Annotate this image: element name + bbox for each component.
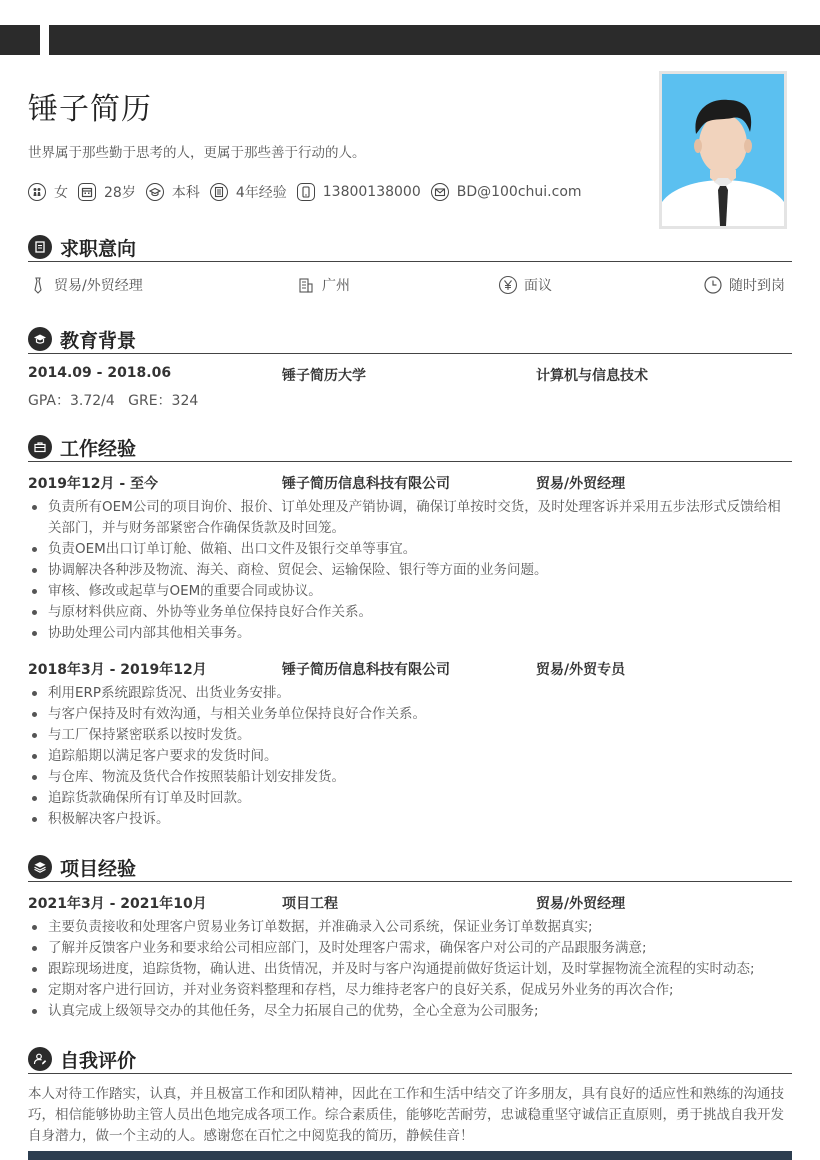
gender-icon xyxy=(28,183,46,201)
graduation-icon xyxy=(146,183,164,201)
section-project-header xyxy=(28,855,792,882)
list-item: 与仓库、物流及货代合作按照装船计划安排发货。 xyxy=(28,767,792,788)
info-gender xyxy=(28,182,68,202)
header-bar-left xyxy=(0,25,40,55)
briefcase-icon xyxy=(28,435,52,459)
mail-icon xyxy=(431,183,449,201)
work-2-title: 贸易/外贸专员 xyxy=(536,662,626,678)
list-item: 与客户保持及时有效沟通，与相关业务单位保持良好合作关系。 xyxy=(28,704,792,725)
work-1-period: 2019年12月 - 至今 xyxy=(28,476,159,492)
list-item: 与原材料供应商、外协等业务单位保持良好合作关系。 xyxy=(28,602,792,623)
work-row-1 xyxy=(28,473,792,493)
info-degree-text: 本科 xyxy=(171,185,200,201)
header-bar-right xyxy=(49,25,820,55)
list-item: 跟踪现场进度，追踪货物，确认进、出货情况，并及时与客户沟通提前做好货运计划，及时掌握物流全流程的实时动态; xyxy=(28,959,792,980)
resume-motto: 世界属于那些勤于思考的人，更属于那些善于行动的人。 xyxy=(28,145,366,161)
graduation-cap-icon xyxy=(28,327,52,351)
list-item: 负责所有OEM公司的项目询价、报价、订单处理及产销协调，确保订单按时交货，及时处理客诉并采用五步法形式反馈给相关部门，并与财务部紧密合作确保货款及时回笼。 xyxy=(28,497,792,539)
intent-city xyxy=(296,275,350,295)
resume-name: 锤子简历 xyxy=(28,92,152,127)
info-phone-text: 13800138000 xyxy=(322,184,421,200)
info-experience xyxy=(210,182,287,202)
list-item: 与工厂保持紧密联系以按时发货。 xyxy=(28,725,792,746)
work-2-duties xyxy=(28,683,792,830)
clock-icon xyxy=(703,275,723,295)
section-self-header xyxy=(28,1047,792,1074)
section-work-title: 工作经验 xyxy=(60,438,137,460)
section-work-header xyxy=(28,435,792,462)
education-row xyxy=(28,365,792,385)
intent-salary-text: 面议 xyxy=(524,278,552,294)
list-item: 积极解决客户投诉。 xyxy=(28,809,792,830)
project-duties xyxy=(28,917,792,1022)
calendar-icon xyxy=(78,183,96,201)
info-gender-text: 女 xyxy=(54,185,68,201)
section-intent-header xyxy=(28,235,792,262)
project-period: 2021年3月 - 2021年10月 xyxy=(28,896,207,912)
info-age xyxy=(78,182,136,202)
basic-info-row xyxy=(28,181,592,203)
phone-icon xyxy=(297,183,315,201)
education-period: 2014.09 - 2018.06 xyxy=(28,365,172,381)
intent-availability-text: 随时到岗 xyxy=(729,278,785,294)
project-row xyxy=(28,893,792,913)
document-icon xyxy=(210,183,228,201)
work-2-period: 2018年3月 - 2019年12月 xyxy=(28,662,207,678)
section-intent-title: 求职意向 xyxy=(60,238,137,260)
list-item: 协调解决各种涉及物流、海关、商检、贸促会、运输保险、银行等方面的业务问题。 xyxy=(28,560,792,581)
layers-icon xyxy=(28,855,52,879)
work-row-2 xyxy=(28,659,792,679)
intent-availability xyxy=(703,275,785,295)
clipboard-icon xyxy=(28,235,52,259)
project-name: 项目工程 xyxy=(282,896,338,912)
list-item: 协助处理公司内部其他相关事务。 xyxy=(28,623,792,644)
info-email xyxy=(431,183,582,201)
user-edit-icon xyxy=(28,1047,52,1071)
education-school: 锤子简历大学 xyxy=(282,368,366,384)
section-education-header xyxy=(28,327,792,354)
list-item: 主要负责接收和处理客户贸易业务订单数据，并准确录入公司系统，保证业务订单数据真实; xyxy=(28,917,792,938)
intent-position-text: 贸易/外贸经理 xyxy=(54,278,143,294)
education-major: 计算机与信息技术 xyxy=(536,368,648,384)
intent-city-text: 广州 xyxy=(322,278,350,294)
list-item: 认真完成上级领导交办的其他任务，尽全力拓展自己的优势，全心全意为公司服务; xyxy=(28,1001,792,1022)
yen-icon xyxy=(498,275,518,295)
tie-icon xyxy=(28,275,48,295)
work-1-company: 锤子简历信息科技有限公司 xyxy=(282,476,450,492)
info-phone xyxy=(297,183,421,201)
list-item: 审核、修改或起草与OEM的重要合同或协议。 xyxy=(28,581,792,602)
intent-position xyxy=(28,275,143,295)
list-item: 追踪船期以满足客户要求的发货时间。 xyxy=(28,746,792,767)
work-1-duties xyxy=(28,497,792,644)
self-evaluation-text: 本人对待工作踏实，认真，并且极富工作和团队精神，因此在工作和生活中结交了许多朋友，具有良好的适应性和熟练的沟通技巧，相信能够协助主管人员出色地完成各项工作。综合素质佳，能够吃苦耐劳，忠诚稳重坚守诚信正直原则，勇于挑战自我开发自身潜力，做一个主动的人。感谢您在百忙之中阅览我的简历，静候佳音！ xyxy=(28,1086,784,1144)
list-item: 定期对客户进行回访，并对业务资料整理和存档，尽力维持老客户的良好关系，促成另外业务的再次合作; xyxy=(28,980,792,1001)
list-item: 负责OEM出口订单订舱、做箱、出口文件及银行交单等事宜。 xyxy=(28,539,792,560)
info-email-text: BD@100chui.com xyxy=(456,184,582,200)
work-1-title: 贸易/外贸经理 xyxy=(536,476,626,492)
intent-salary xyxy=(498,275,552,295)
list-item: 追踪货款确保所有订单及时回款。 xyxy=(28,788,792,809)
info-degree xyxy=(146,182,200,202)
section-project-title: 项目经验 xyxy=(60,858,137,880)
footer-bar xyxy=(28,1151,792,1160)
intent-row xyxy=(28,275,792,297)
section-education-title: 教育背景 xyxy=(60,330,137,352)
education-scores: GPA：3.72/4 GRE：324 xyxy=(28,393,199,409)
info-experience-text: 4年经验 xyxy=(235,185,287,201)
list-item: 了解并反馈客户业务和要求给公司相应部门，及时处理客户需求，确保客户对公司的产品跟服务满意; xyxy=(28,938,792,959)
building-icon xyxy=(296,275,316,295)
project-role: 贸易/外贸经理 xyxy=(536,896,626,912)
list-item: 利用ERP系统跟踪货况、出货业务安排。 xyxy=(28,683,792,704)
profile-photo xyxy=(659,71,787,229)
section-self-title: 自我评价 xyxy=(60,1050,137,1072)
work-2-company: 锤子简历信息科技有限公司 xyxy=(282,662,450,678)
info-age-text: 28岁 xyxy=(104,185,136,201)
